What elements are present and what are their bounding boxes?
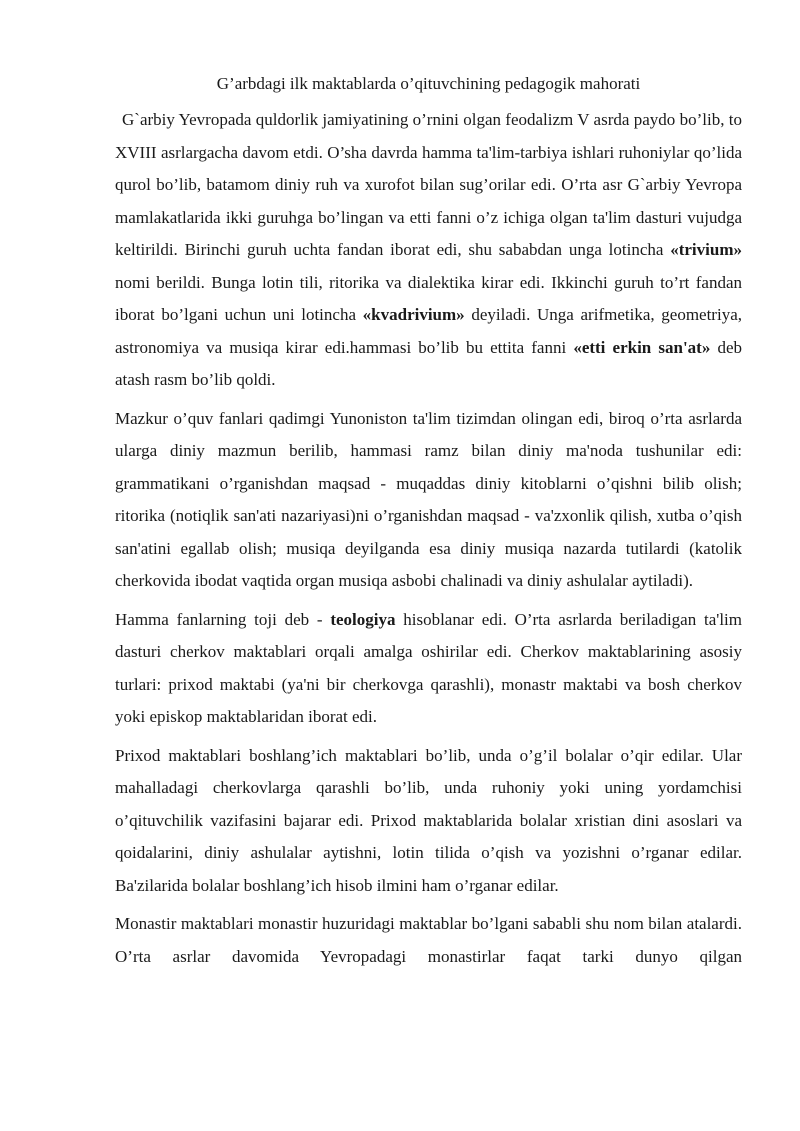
paragraph-3 <box>115 604 742 734</box>
paragraph-1 <box>115 104 742 397</box>
paragraph-2: Mazkur o’quv fanlari qadimgi Yunoniston ta'lim tizimdan olingan edi, biroq o’rta asrlarda ularga diniy mazmun berilib, hammasi ramz bilan diniy ma'noda tushunilar edi: grammatikani o’rganishdan maqsad - muqaddas diniy kitoblarni o’qishni bilib olish; ritorika (notiqlik san'ati nazariyasi)ni o’rganishdan maqsad - va'zxonlik qilish, xutba o’qish san'atini egallab olish; musiqa deyilganda esa diniy musiqa nazarda tutilardi (katolik cherkovida ibodat vaqtida organ musiqa asbobi chalinadi va diniy ashulalar aytiladi). <box>115 408 742 590</box>
term-teologiya: teologiya <box>330 609 396 629</box>
paragraph-3-text-1: Hamma fanlarning toji deb - <box>115 609 331 629</box>
term-etti-erkin-sanat: «etti erkin san'at» <box>573 337 711 357</box>
paragraph-5: Monastir maktablari monastir huzuridagi maktablar bo’lgani sababli shu nom bilan atalardi. O’rta asrlar davomida Yevropadagi monastirlar faqat tarki dunyo qilgan <box>115 914 742 966</box>
term-kvadrivium: «kvadrivium» <box>362 305 465 324</box>
paragraph-1-text-1: G`arbiy Yevropada quldorlik jamiyatining o’rnini olgan feodalizm V asrda paydo bo’lib, to XVIII asrlargacha davom etdi. O’sha davrda hamma ta'lim-tarbiya ishlari ruhoniylar qo’lida qurol bo’lib, batamom diniy ruh va xurofot bilan sug’orilar edi. O’rta asr G`arbiy Yevropa mamlakatlarida ikki guruhga bo’lingan va etti fanni o’z ichiga olgan ta'lim dasturi vujudga keltirildi. Birinchi guruh uchta fandan iborat edi, shu sababdan unga lotincha <box>115 110 742 259</box>
document-title: G’arbdagi ilk maktablarda o’qituvchining pedagogik mahorati <box>216 74 641 93</box>
paragraph-4: Prixod maktablari boshlang’ich maktablari bo’lib, unda o’g’il bolalar o’qir edilar. Ular mahalladagi cherkovlarga qarashli bo’lib, unda ruhoniy yoki uning yordamchisi o’qituvchilik vazifasini bajarar edi. Prixod maktablarida bolalar xristian dini asoslari va qoidalarini, diniy ashulalar aytishni, lotin tilida o’qish va yozishni o’rganar edilar. Ba'zilarida bolalar boshlang’ich hisob ilmini ham o’rganar edilar. <box>115 745 742 895</box>
paragraph-1-text-3: deyiladi. Unga arifmetika, geometriya, astronomiya va musiqa kirar edi.hammasi bo’lib bu ettita fanni <box>115 305 742 357</box>
paragraph-1-text-4: deb atash rasm bo’lib qoldi. <box>115 337 742 389</box>
term-trivium: «trivium» <box>670 240 742 259</box>
paragraph-1-text-2: nomi berildi. Bunga lotin tili, ritorika va dialektika kirar edi. Ikkinchi guruh to’rt fandan iborat bo’lgani uchun uni lotincha <box>115 272 742 324</box>
paragraph-3-text-2: hisoblanar edi. O’rta asrlarda beriladigan ta'lim dasturi cherkov maktablari orqali amalga oshirilar edi. Cherkov maktablarining asosiy turlari: prixod maktabi (ya'ni bir cherkovga qarashli), monastr maktabi va bosh cherkov yoki episkop maktablaridan iborat edi. <box>115 609 742 726</box>
document-page <box>115 72 742 979</box>
